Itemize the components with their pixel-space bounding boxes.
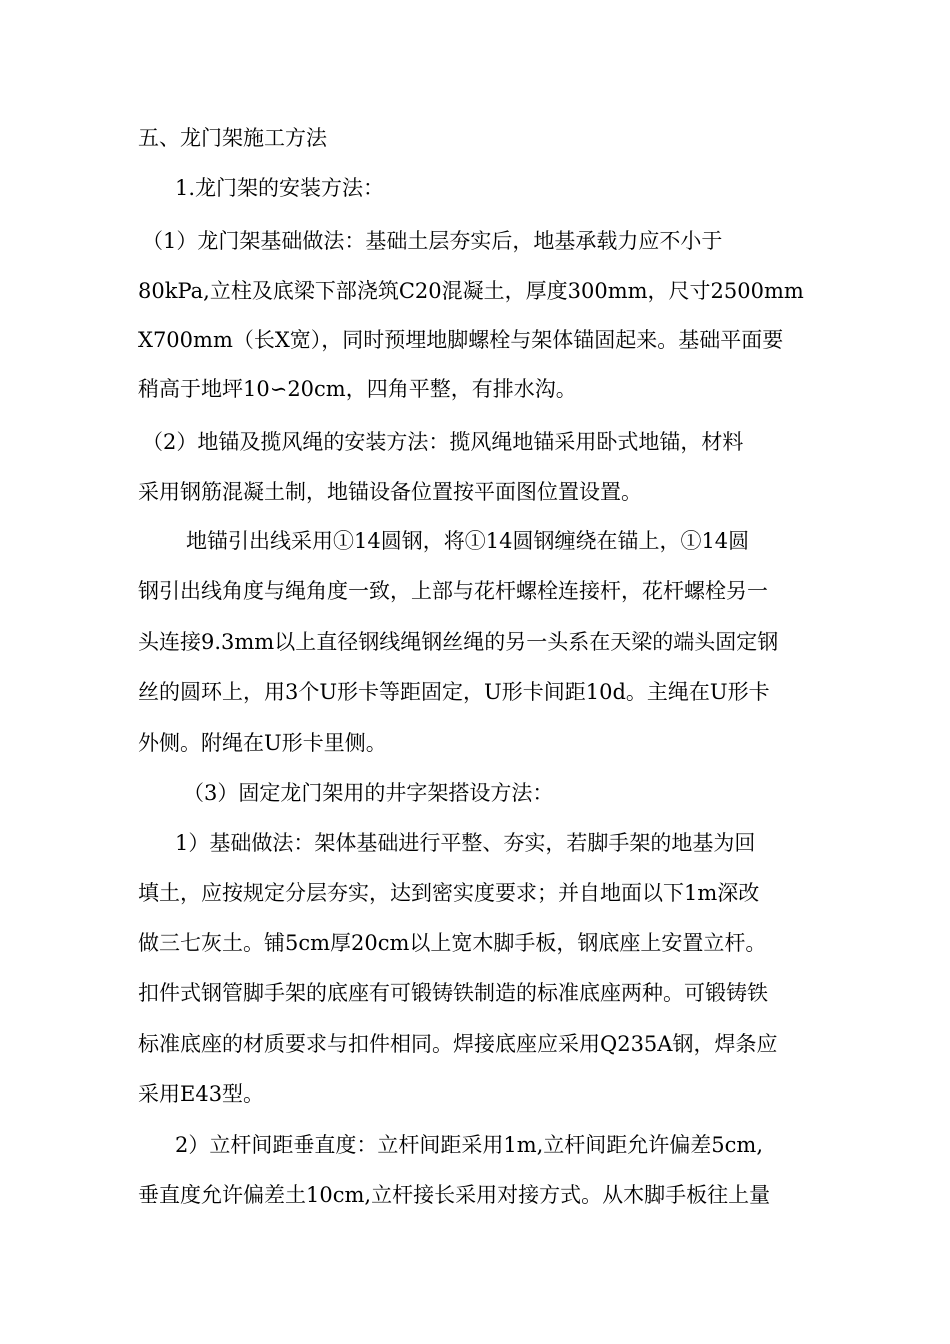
paragraph-line: 钢引出线角度与绳角度一致，上部与花杆螺栓连接杆，花杆螺栓另一 [138, 579, 768, 603]
paragraph-line: 丝的圆环上，用3个U形卡等距固定，U形卡间距10d。主绳在U形卡 [138, 680, 770, 704]
paragraph-line: （1）龙门架基础做法：基础土层夯实后，地基承载力应不小于 [142, 229, 723, 253]
paragraph-line: 扣件式钢管脚手架的底座有可锻铸铁制造的标准底座两种。可锻铸铁 [138, 981, 768, 1005]
paragraph-line: 采用E43型。 [138, 1082, 265, 1106]
paragraph-line: （2）地锚及揽风绳的安装方法：揽风绳地锚采用卧式地锚，材料 [142, 430, 744, 454]
paragraph-line: X700mm（长X宽），同时预埋地脚螺栓与架体锚固起来。基础平面要 [138, 328, 784, 352]
subsection-heading: （3）固定龙门架用的井字架搭设方法： [183, 781, 554, 805]
paragraph-line: 采用钢筋混凝土制，地锚设备位置按平面图位置设置。 [138, 480, 642, 504]
section-heading: 五、龙门架施工方法 [138, 126, 327, 150]
subsection-heading: 1.龙门架的安装方法： [175, 176, 385, 200]
paragraph-line: 外侧。附绳在U形卡里侧。 [138, 731, 387, 755]
paragraph-line: 标准底座的材质要求与扣件相同。焊接底座应采用Q235A钢，焊条应 [138, 1032, 778, 1056]
paragraph-line: 地锚引出线采用①14圆钢，将①14圆钢缠绕在锚上，①14圆 [186, 529, 750, 553]
paragraph-line: 2）立杆间距垂直度：立杆间距采用1m,立杆间距允许偏差5cm, [175, 1133, 764, 1157]
paragraph-line: 头连接9.3mm以上直径钢线绳钢丝绳的另一头系在天梁的端头固定钢 [138, 630, 779, 654]
paragraph-line: 稍高于地坪10∽20cm，四角平整，有排水沟。 [138, 377, 577, 401]
paragraph-line: 垂直度允许偏差土10cm,立杆接长采用对接方式。从木脚手板往上量 [138, 1183, 771, 1207]
paragraph-line: 80kPa,立柱及底梁下部浇筑C20混凝土，厚度300mm，尺寸2500mm [138, 279, 804, 303]
paragraph-line: 填土，应按规定分层夯实，达到密实度要求；并自地面以下1m深改 [138, 881, 760, 905]
paragraph-line: 1）基础做法：架体基础进行平整、夯实，若脚手架的地基为回 [175, 831, 756, 855]
paragraph-line: 做三七灰土。铺5cm厚20cm以上宽木脚手板，钢底座上安置立杆。 [138, 931, 767, 955]
